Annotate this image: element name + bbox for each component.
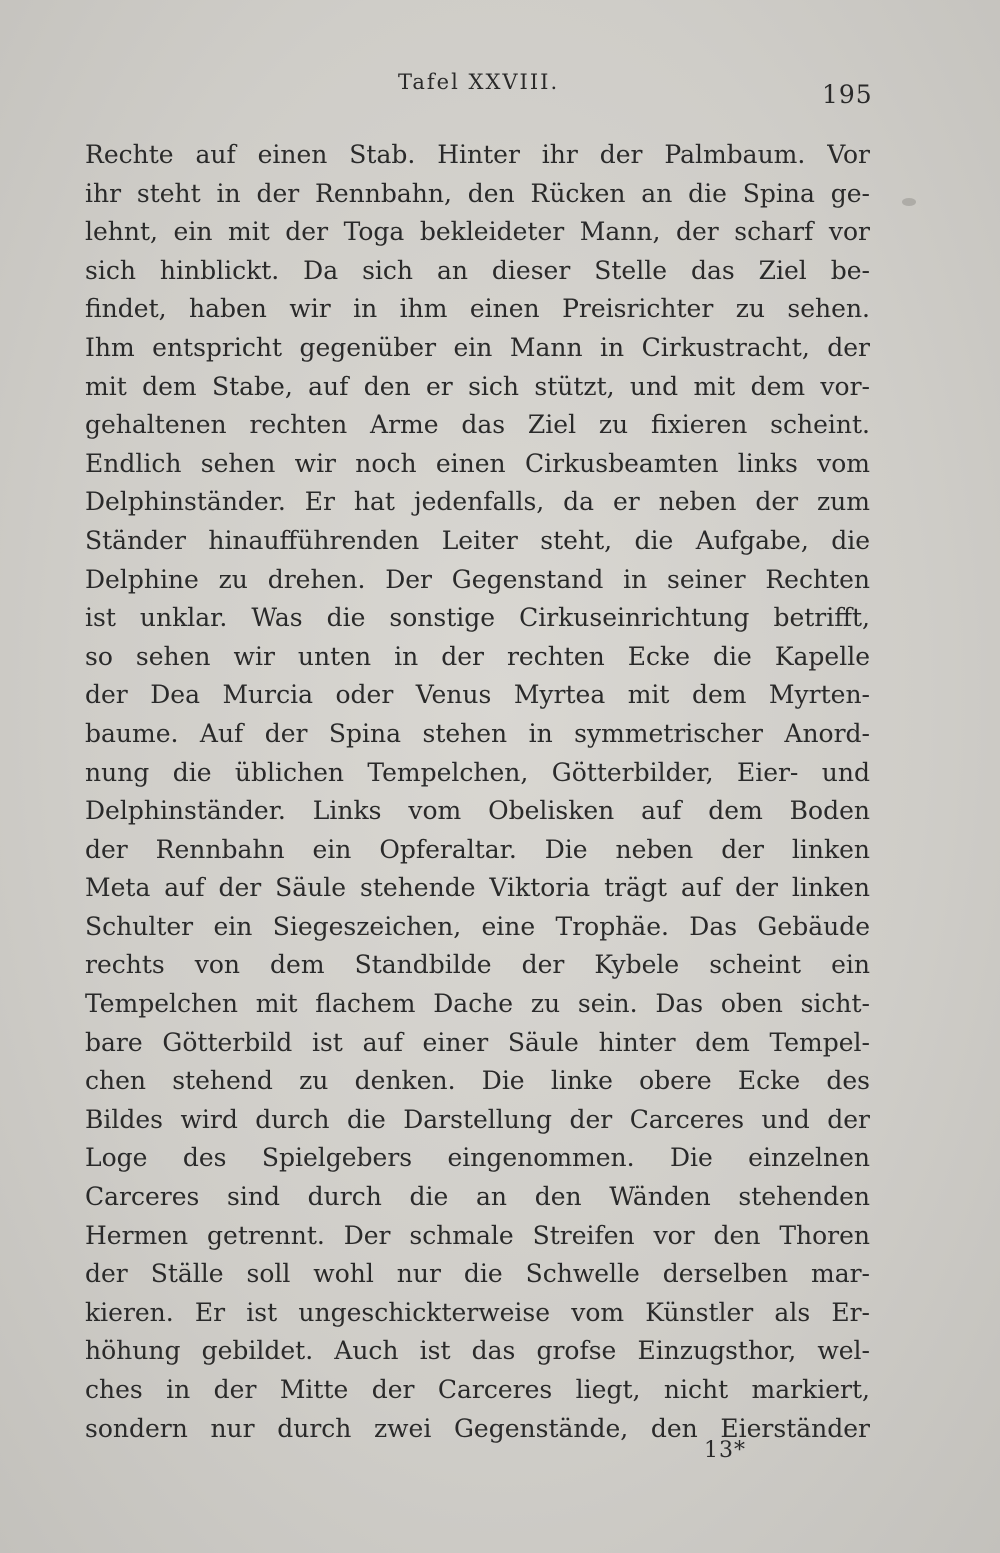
text-line: so sehen wir unten in der rechten Ecke die Kapelle — [85, 641, 870, 671]
text-line: der Ställe soll wohl nur die Schwelle derselben mar- — [85, 1259, 870, 1289]
text-line: rechts von dem Standbilde der Kybele scheint ein — [85, 950, 870, 980]
text-line: kieren. Er ist ungeschickterweise vom Künstler als Er- — [85, 1297, 870, 1327]
text-line: bare Götterbild ist auf einer Säule hinter dem Tempel- — [85, 1027, 870, 1057]
text-line: Meta auf der Säule stehende Viktoria trägt auf der linken — [85, 873, 870, 903]
text-line: Ständer hinaufführenden Leiter steht, die Aufgabe, die — [85, 525, 870, 555]
text-line: ist unklar. Was die sonstige Cirkuseinrichtung betrifft, — [85, 603, 870, 633]
text-line: chen stehend zu denken. Die linke obere Ecke des — [85, 1066, 870, 1096]
text-line: höhung gebildet. Auch ist das grofse Einzugsthor, wel- — [85, 1336, 870, 1366]
text-line: Endlich sehen wir noch einen Cirkusbeamten links vom — [85, 448, 870, 478]
text-line: sich hinblickt. Da sich an dieser Stelle das Ziel be- — [85, 255, 870, 285]
running-head — [0, 70, 1000, 109]
text-line: Bildes wird durch die Darstellung der Carceres und der — [85, 1104, 870, 1134]
text-line: mit dem Stabe, auf den er sich stützt, und mit dem vor- — [85, 371, 870, 401]
text-line: lehnt, ein mit der Toga bekleideter Mann, der scharf vor — [85, 217, 870, 247]
text-line: Schulter ein Siegeszeichen, eine Trophäe. Das Gebäude — [85, 911, 870, 941]
text-line: Loge des Spielgebers eingenommen. Die einzelnen — [85, 1143, 870, 1173]
text-line: ihr steht in der Rennbahn, den Rücken an die Spina ge- — [85, 178, 870, 208]
text-line: findet, haben wir in ihm einen Preisrichter zu sehen. — [85, 294, 870, 324]
paper-speck — [902, 198, 916, 206]
text-line: Delphinständer. Er hat jedenfalls, da er neben der zum — [85, 487, 870, 517]
text-line: Delphinständer. Links vom Obelisken auf dem Boden — [85, 796, 870, 826]
text-line: Delphine zu drehen. Der Gegenstand in seiner Rechten — [85, 564, 870, 594]
text-line: Carceres sind durch die an den Wänden stehenden — [85, 1182, 870, 1212]
running-head-title: Tafel XXVIII. — [398, 70, 560, 94]
body-text — [85, 136, 870, 1448]
text-line: Ihm entspricht gegenüber ein Mann in Cirkustracht, der — [85, 332, 870, 362]
text-line: ches in der Mitte der Carceres liegt, nicht markiert, — [85, 1375, 870, 1404]
text-line: der Rennbahn ein Opferaltar. Die neben der linken — [85, 834, 870, 864]
text-line: nung die üblichen Tempelchen, Götterbilder, Eier- und — [85, 757, 870, 787]
text-line: Hermen getrennt. Der schmale Streifen vor den Thoren — [85, 1220, 870, 1250]
page-number: 195 — [822, 80, 873, 109]
text-line: Tempelchen mit flachem Dache zu sein. Das oben sicht- — [85, 989, 870, 1019]
text-line: gehaltenen rechten Arme das Ziel zu fixieren scheint. — [85, 410, 870, 440]
text-line: der Dea Murcia oder Venus Myrtea mit dem Myrten- — [85, 680, 870, 710]
text-line: sondern nur durch zwei Gegenstände, den Eierständer — [85, 1413, 870, 1443]
signature-mark: 13* — [704, 1438, 746, 1463]
text-line: Rechte auf einen Stab. Hinter ihr der Palmbaum. Vor — [85, 140, 870, 169]
text-line: baume. Auf der Spina stehen in symmetrischer Anord- — [85, 718, 870, 748]
